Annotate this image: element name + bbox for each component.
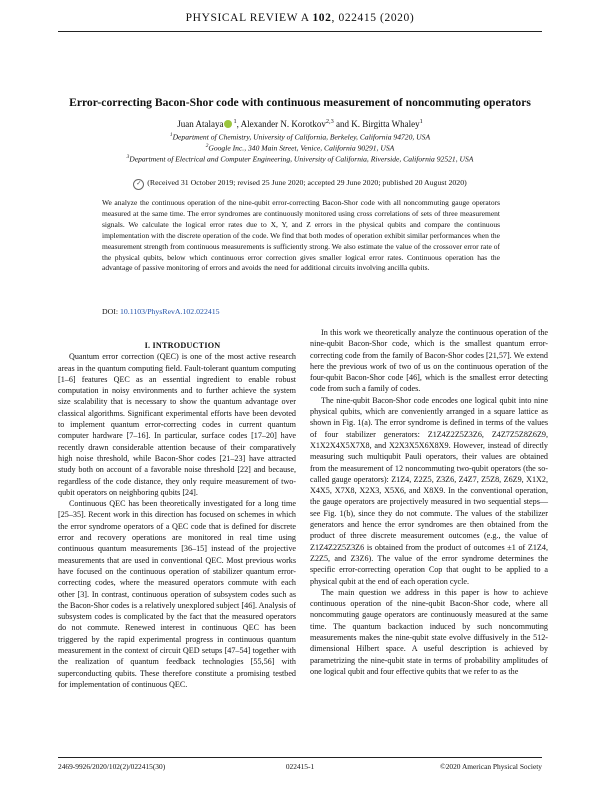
volume-number: 102	[312, 12, 332, 24]
author-sup: 2,3	[325, 118, 334, 125]
right-column	[310, 327, 548, 677]
header-rule	[58, 31, 542, 32]
doi-line	[102, 307, 220, 316]
author-conjunction: and	[335, 119, 349, 129]
abstract: We analyze the continuous operation of the nine-qubit error-correcting Bacon-Shor code with all noncommuting gauge operators measured at the same time. The error syndromes are continuously monitored using cross correlations of sets of three measurement signals. We calculate the logical error rates due to X, Y, and Z errors in the physical qubits and compare the continuous implementation with the discrete operation of the code. We find that both modes of operation exhibit similar performances when the measurement strength from continuous measurements is sufficiently strong. We also estimate the value of the crossover error rate of the physical qubits, below which continuous error correction gives smaller logical error rates. Continuous operation has the advantage of passive monitoring of errors and avoids the need for additional circuits involving ancilla qubits.	[102, 198, 500, 273]
footer-page-number: 022415-1	[285, 762, 315, 771]
paper-title: Error-correcting Bacon-Shor code with continuous measurement of noncommuting operators	[69, 96, 531, 109]
footer-issn: 2469-9926/2020/102(2)/022415(30)	[58, 762, 166, 771]
doi-label: DOI:	[102, 307, 119, 316]
section-heading: I. INTRODUCTION	[144, 341, 221, 350]
footer-rule	[58, 757, 542, 758]
affiliation	[40, 154, 560, 164]
body-paragraph: Continuous QEC has been theoretically investigated for a long time [25–35]. Recent work in this direction has focused on schemes in which the error syndrome operators of a QEC code that is defined for discrete error and recovery operations are monitored in real time using continuous quantum measurements [36–15] instead of the projective measurements that are used in conventional QEC. Most previous works have focused on the continuous operation of stabilizer quantum error-correcting codes, where the measured operators commute with each other [3]. In contrast, continuous operation of subsystem codes such as the Bacon-Shor codes is a relatively unexplored subject [46]. Analysis of subsystem codes is complicated by the fact that the measured operators do not commute. Renewed interest in continuous QEC has been triggered by the rapid experimental progress in continuous quantum measurement in the context of circuit QED setups [47–54] together with the realization of quantum feedback technologies [55,56] with superconducting qubits. These therefore constitute a promising testbed for implementation of continuous QEC.	[58, 499, 296, 689]
author-list: Juan Atalaya $^1$, Alexander N. Korotkov$^{2,3}$ and K. Birgitta Whaley$^1$	[177, 118, 423, 129]
author-name: K. Birgitta Whaley	[351, 119, 420, 129]
article-info: , 022415 (2020)	[331, 12, 415, 24]
orcid-icon[interactable]	[224, 120, 232, 128]
body-paragraph: The nine-qubit Bacon-Shor code encodes one logical qubit into nine physical qubits, which are conveniently arranged in a square lattice as shown in Fig. 1(a). The error syndrome is defined in terms of the values of four stabilizer generators: Z1Z4Z2Z5Z3Z6, Z4Z7Z5Z8Z6Z9, X1X2X4X5X7X8, and X2X3X5X6X8X9. However, instead of directly measuring such multiqubit Pauli operators, their values are obtained from the measurement of 12 noncommuting two-qubit operators (the so-called gauge operators): Z1Z4, Z2Z5, Z3Z6, Z4Z7, Z5Z8, Z6Z9, X1X2, X4X5, X7X8, X2X3, X5X6, and X8X9. In the conventional operation, the gauge operators are projectively measured in two sequential steps—see Fig. 1(b), since they do not commute. The values of the stabilizer generators and hence the error syndromes are then obtained from the product of three discrete measurement outcomes (e.g., the value of Z1Z4Z2Z5Z3Z6 is obtained from the product of outcomes ±1 of Z1Z4, Z2Z5, and Z3Z6). The value of the error syndrome determines the specific error-correcting operation Cop that ought to be applied to a physical qubit at the end of each operation cycle.	[310, 395, 548, 586]
affiliation-text: Google Inc., 340 Main Street, Venice, California 90291, USA	[208, 143, 395, 153]
author-sup: 1	[233, 118, 237, 125]
body-paragraph: Quantum error correction (QEC) is one of the most active research areas in the quantum computing field. Fault-tolerant quantum computing [1–6] features QEC as an essential ingredient to enable robust computation in noisy environments and to further achieve the system size scalability that is necessary to show the quantum advantage over classical algorithms. Significant experimental efforts have been devoted to implement quantum error-correcting codes in current quantum computer hardware [7–16]. In particular, surface codes [17–20] have recently drawn considerable attention because of their comparatively high noise threshold, while Bacon-Shor codes [21–23] have attracted study both on account of a favorable noise threshold [22] and because, regardless of the code distance, they only require measurement of two-qubit operators on neighboring qubits [24].	[58, 352, 296, 497]
affiliation-sup: 2	[205, 143, 209, 149]
affiliation-sup: 3	[126, 154, 130, 160]
left-column	[58, 340, 296, 690]
journal-name: PHYSICAL REVIEW A	[185, 12, 309, 24]
received-dates	[40, 178, 560, 190]
author-name: Juan Atalaya	[177, 119, 224, 129]
doi-link[interactable]: 10.1103/PhysRevA.102.022415	[119, 307, 220, 316]
affiliation-text: Department of Chemistry, University of California, Berkeley, California 94720, USA	[172, 132, 431, 142]
author-name: Alexander N. Korotkov	[240, 119, 326, 129]
affiliation-sup: 1	[169, 132, 173, 138]
author-sup: 1	[419, 118, 423, 125]
affiliation	[40, 143, 560, 153]
affiliation	[40, 132, 560, 142]
received-text: (Received 31 October 2019; revised 25 June 2020; accepted 29 June 2020; published 20 August 2020)	[147, 178, 467, 187]
check-updates-icon[interactable]: ✓	[133, 179, 144, 190]
body-paragraph: In this work we theoretically analyze the continuous operation of the nine-qubit Bacon-Shor code, which is the smallest quantum error-correcting code from the family of Bacon-Shor codes [21,57]. We extend here the previous work of two of us on the continuous operation of the four-qubit Bacon-Shor code [46], which is the smallest error detecting code from such a family of codes.	[310, 328, 548, 394]
running-head	[0, 12, 600, 24]
affiliation-text: Department of Electrical and Computer Engineering, University of California, Riverside, California 92521, USA	[129, 154, 474, 164]
footer-copyright: ©2020 American Physical Society	[440, 762, 542, 771]
body-paragraph: The main question we address in this paper is how to achieve continuous operation of the nine-qubit Bacon-Shor code, where all noncommuting gauge operators are continuously measured at the same time. The quantum backaction induced by such noncommuting measurements makes the nine-qubit state evolve diffusively in the 512-dimensional Hilbert space. A useful description is achieved by parametrizing the nine-qubit state in terms of probability amplitudes of one logical qubit and four effective qubits that we refer to as the	[310, 587, 548, 676]
